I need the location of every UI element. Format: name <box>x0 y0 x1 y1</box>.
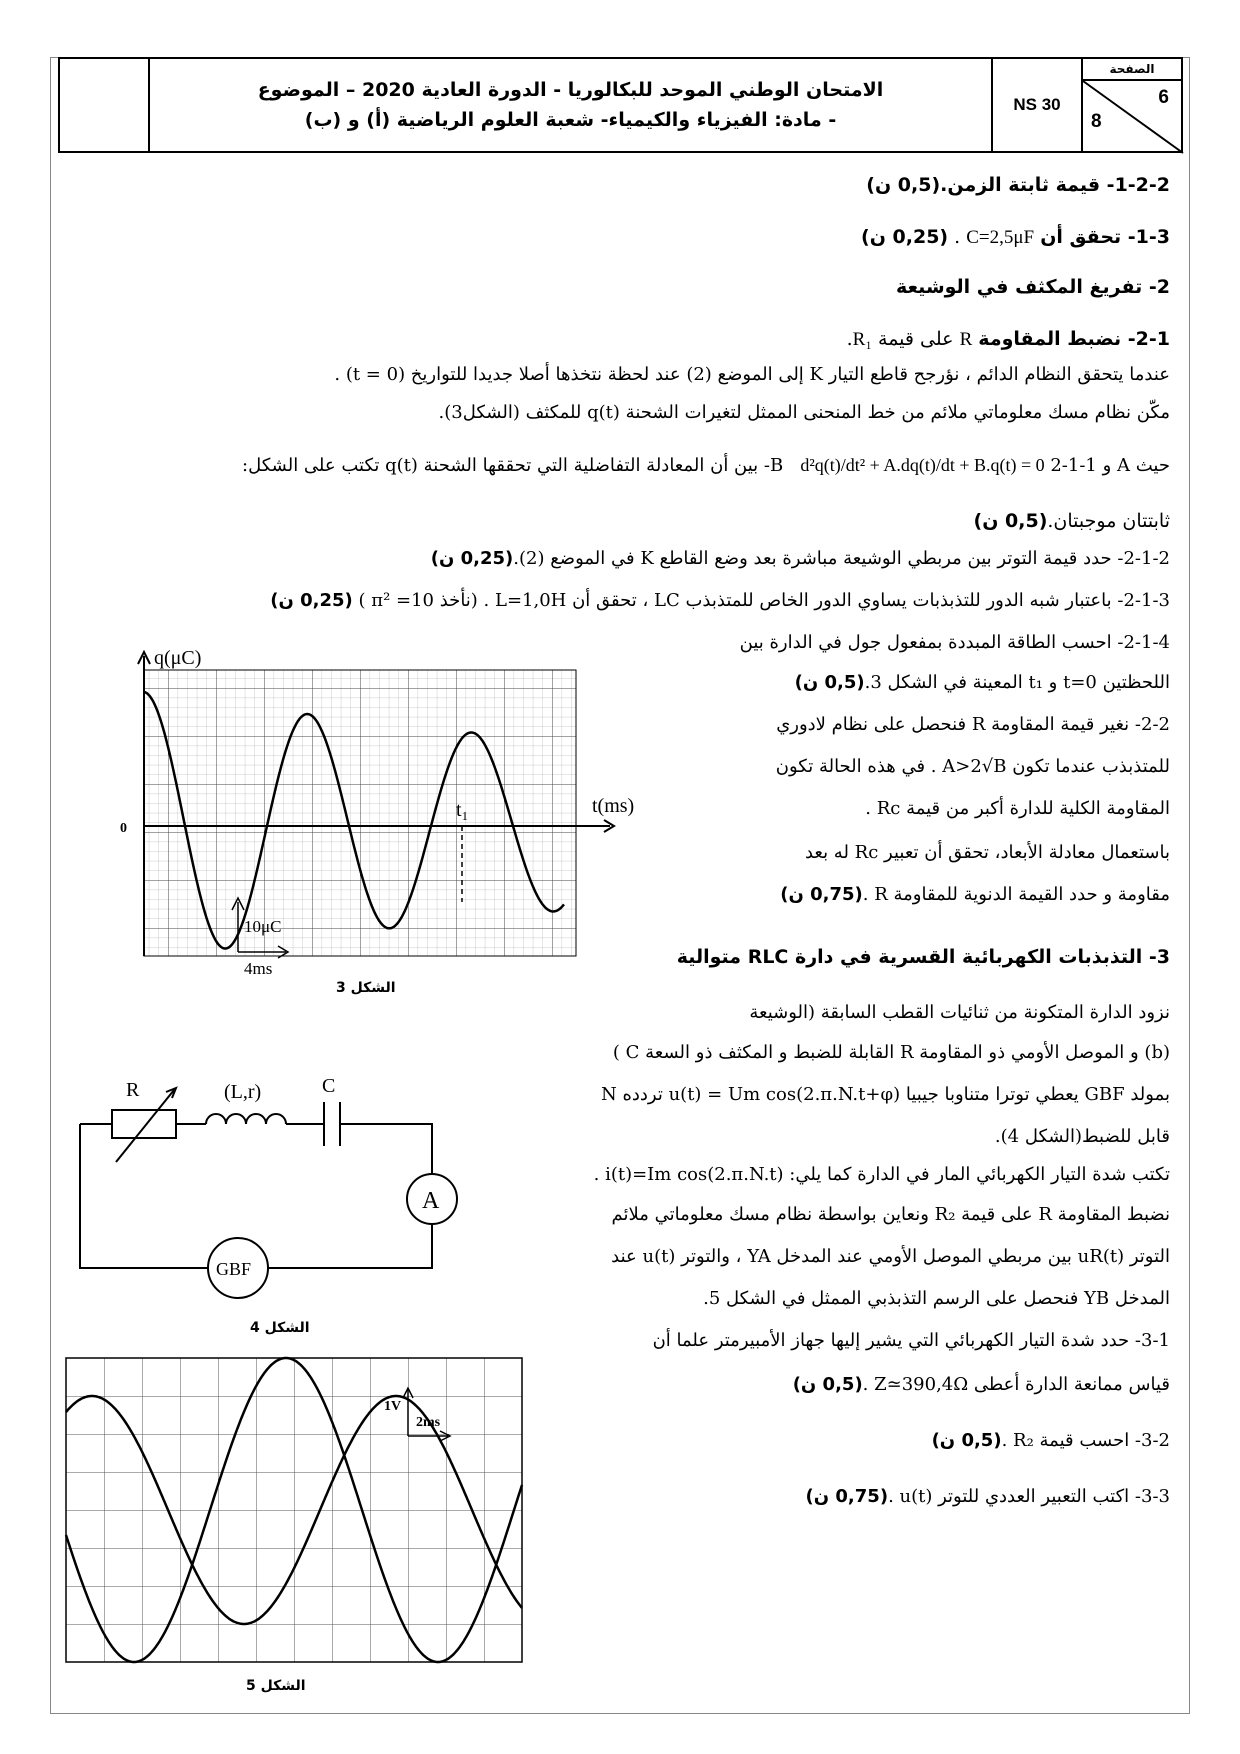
fig3-origin: 0 <box>120 821 127 836</box>
wire-left <box>80 1124 208 1268</box>
text-line-14: المقاومة الكلية للدارة أكبر من قيمة Rc . <box>865 798 1170 819</box>
fig5-scale-v: 1V <box>384 1399 402 1414</box>
page-box <box>1081 59 1181 151</box>
text-line-21: تكتب شدة التيار الكهربائي المار في الدارة كما يلي: i(t)=Im cos(2.π.N.t) . <box>593 1164 1170 1185</box>
label-ammeter: A <box>422 1188 440 1214</box>
fig4-caption: الشكل 4 <box>250 1320 310 1336</box>
text-line-11: اللحظتين t=0 و t₁ المعينة في الشكل 3.(0,5 ن) <box>794 672 1170 693</box>
fig3-grid <box>144 670 576 956</box>
question-1-2-2: 1-2-2- قيمة ثابتة الزمن.(0,5 ن) <box>866 174 1170 196</box>
text-line-26: قياس ممانعة الدارة أعطى Z≃390,4Ω .(0,5 ن) <box>792 1374 1170 1395</box>
title-line-1: الامتحان الوطني الموحد للبكالوريا - الدورة العادية 2020 – الموضوع <box>257 79 884 101</box>
figure-3-graph <box>120 640 635 980</box>
coil <box>206 1114 286 1124</box>
title-line-2: - مادة: الفيزياء والكيمياء- شعبة العلوم الرياضية (أ) و (ب) <box>304 109 837 131</box>
text-line-15: باستعمال معادلة الأبعاد، تحقق أن تعبير Rc له بعد <box>804 842 1170 863</box>
question-3-2: 3-2- احسب قيمة R₂ .(0,5 ن) <box>931 1430 1170 1451</box>
fig3-caption: الشكل 3 <box>336 980 396 996</box>
label-gbf: GBF <box>216 1259 252 1279</box>
fig5-grid <box>66 1358 522 1662</box>
fig3-xlabel: t(ms) <box>592 795 635 817</box>
exam-header <box>58 57 1183 153</box>
text-line-24: المدخل YB فنحصل على الرسم التذبذبي الممثل في الشكل 5. <box>703 1288 1170 1309</box>
wire-bottom-right <box>268 1224 432 1268</box>
figure-4-circuit <box>72 1068 472 1318</box>
text-line-23: التوتر uR(t) بين مربطي الموصل الأومي عند المدخل YA ، والتوتر u(t) عند <box>611 1246 1170 1267</box>
fig3-t1-label: t₁ <box>456 799 469 821</box>
text-line-16: مقاومة و حدد القيمة الدنوية للمقاومة R .(0,75 ن) <box>780 884 1170 905</box>
label-c: C <box>322 1075 336 1097</box>
exam-code: NS 30 <box>991 59 1081 151</box>
text-line-4: عندما يتحقق النظام الدائم ، نؤرجح قاطع التيار K إلى الموضع (2) عند لحظة نتخذها أصلا جديدا للتواريخ (t = 0) . <box>334 364 1170 385</box>
question-2-1: 2-1- نضبط المقاومة R على قيمة R₁. <box>846 328 1170 350</box>
text-line-17: نزود الدارة المتكونة من ثنائيات القطب السابقة (الوشيعة <box>749 1002 1170 1023</box>
question-1-3: 1-3- تحقق أن C=2,5μF . (0,25 ن) <box>861 226 1170 248</box>
question-2-1-1: حيث A و B d²q(t)/dt² + A.dq(t)/dt + B.q(t) = 0 2-1-1- بين أن المعادلة التفاضلية التي تحققها الشحنة q(t) تكتب على الشكل: <box>242 455 1170 476</box>
text-line-5: مكّن نظام مسك معلوماتي ملائم من خط المنحنى الممثل لتغيرات الشحنة q(t) للمكثف (الشكل3). <box>438 402 1170 423</box>
label-lr: (L,r) <box>224 1081 262 1103</box>
section-3-title: 3- التذبذبات الكهربائية القسرية في دارة RLC متوالية <box>676 946 1170 968</box>
fig5-caption: الشكل 5 <box>246 1678 306 1694</box>
text-line-7: ثابتتان موجبتان.(0,5 ن) <box>973 510 1170 532</box>
label-r: R <box>126 1079 140 1101</box>
question-3-1: 3-1- حدد شدة التيار الكهربائي التي يشير إليها جهاز الأمبيرمتر علما أن <box>652 1330 1170 1351</box>
figure-5-oscillogram <box>64 1356 524 1676</box>
text-line-19: بمولد GBF يعطي توترا متناوبا جيبيا u(t) = Um cos(2.π.N.t+φ) تردده N <box>600 1084 1170 1105</box>
wire-right <box>360 1124 432 1174</box>
page-total: 8 <box>1091 111 1102 132</box>
resistor <box>112 1110 176 1138</box>
question-2-1-3: 2-1-3- باعتبار شبه الدور للتذبذبات يساوي الدور الخاص للمتذبذب LC ، تحقق أن L=1,0H . (نأخذ π² =10 ) (0,25 ن) <box>270 590 1170 611</box>
section-2-title: 2- تفريغ المكثف في الوشيعة <box>895 276 1170 298</box>
header-empty-cell <box>60 59 148 151</box>
question-2-1-2: 2-1-2- حدد قيمة التوتر بين مربطي الوشيعة مباشرة بعد وضع القاطع K في الموضع (2).(0,25 ن) <box>430 548 1170 569</box>
page-label: الصفحة <box>1083 59 1181 81</box>
fig5-scale-t: 2ms <box>416 1415 441 1430</box>
text-line-13: للمتذبذب عندما تكون A>2√B . في هذه الحالة تكون <box>775 756 1170 777</box>
header-title <box>148 59 991 151</box>
fig3-scale-x: 4ms <box>244 959 273 978</box>
text-line-20: قابل للضبط(الشكل 4). <box>994 1126 1170 1147</box>
fig3-ylabel: q(μC) <box>154 647 202 669</box>
fig3-scale-y: 10μC <box>244 917 282 936</box>
page-current: 6 <box>1158 87 1169 108</box>
question-3-3: 3-3- اكتب التعبير العددي للتوتر u(t) .(0,75 ن) <box>805 1486 1170 1507</box>
question-2-1-4: 2-1-4- احسب الطاقة المبددة بمفعول جول في الدارة بين <box>739 632 1170 653</box>
text-line-18: (b) و الموصل الأومي ذو المقاومة R القابلة للضبط و المكثف ذو السعة C ) <box>612 1042 1170 1063</box>
text-line-22: نضبط المقاومة R على قيمة R₂ ونعاين بواسطة نظام مسك معلوماتي ملائم <box>611 1204 1170 1225</box>
resistor-variable-arrow <box>116 1090 174 1162</box>
question-2-2: 2-2- نغير قيمة المقاومة R فنحصل على نظام لادوري <box>776 714 1170 735</box>
